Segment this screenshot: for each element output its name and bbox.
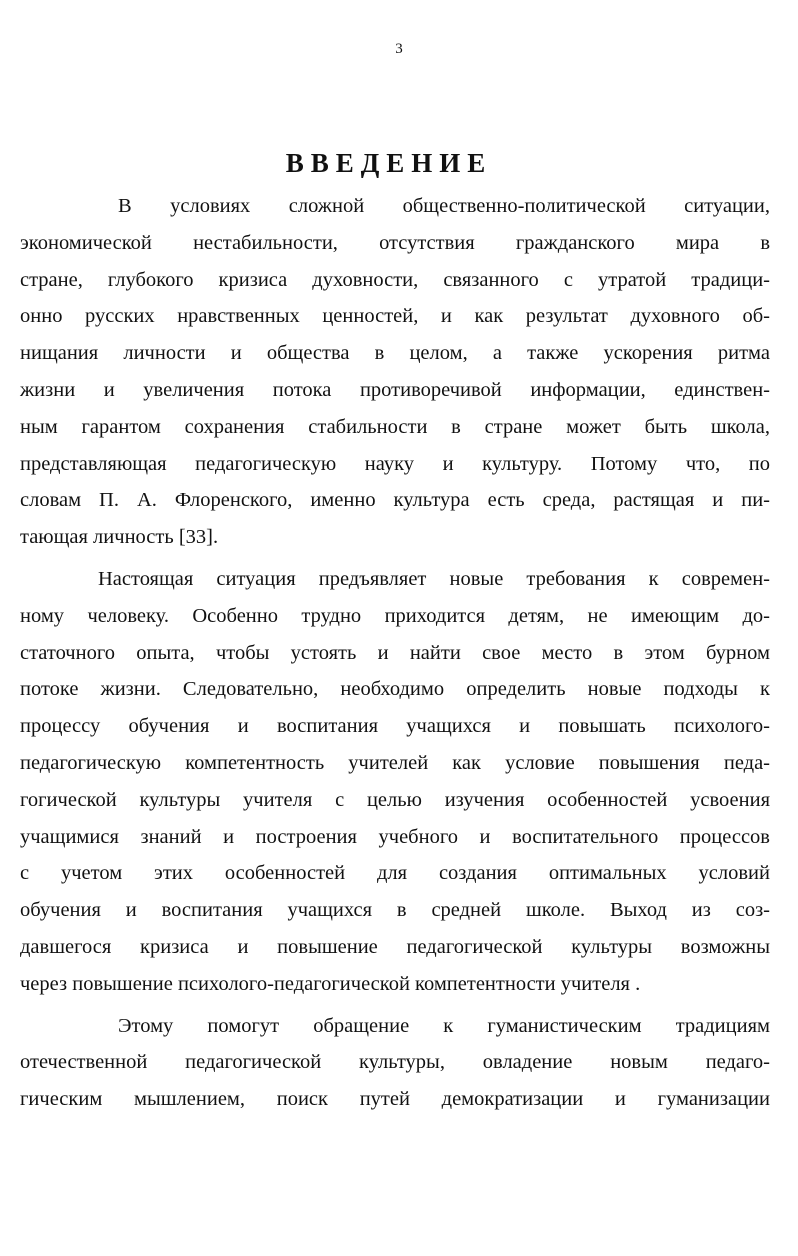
text-line: с учетом этих особенностей для создания оптимальных условий: [20, 862, 770, 885]
text-line: обучения и воспитания учащихся в средней школе. Выход из соз-: [20, 899, 770, 922]
text-line: словам П. А. Флоренского, именно культура есть среда, растящая и пи-: [20, 489, 770, 512]
text-line: давшегося кризиса и повышение педагогической культуры возможны: [20, 935, 770, 958]
text-line: тающая личность [33].: [20, 526, 219, 549]
text-line: учащимися знаний и построения учебного и воспитательного процессов: [20, 825, 770, 848]
body-text: [20, 188, 770, 1118]
text-line: гогической культуры учителя с целью изучения особенностей усвоения: [20, 788, 770, 811]
text-line: нищания личности и общества в целом, а также ускорения ритма: [20, 342, 770, 365]
text-line: через повышение психолого-педагогической компетентности учителя .: [20, 972, 641, 995]
text-line: Настоящая ситуация предъявляет новые требования к современ-: [98, 567, 770, 590]
text-line: потоке жизни. Следовательно, необходимо определить новые подходы к: [20, 678, 770, 701]
text-line: представляющая педагогическую науку и культуру. Потому что, по: [20, 452, 770, 475]
page-number: 3: [395, 41, 403, 57]
text-line: ному человеку. Особенно трудно приходится детям, не имеющим до-: [20, 604, 770, 627]
paragraph-2: [20, 561, 770, 1003]
text-line: статочного опыта, чтобы устоять и найти свое место в этом бурном: [20, 641, 770, 664]
text-line: экономической нестабильности, отсутствия гражданского мира в: [20, 231, 770, 254]
text-line: стране, глубокого кризиса духовности, связанного с утратой традици-: [20, 268, 770, 291]
text-line: онно русских нравственных ценностей, и как результат духовного об-: [20, 305, 770, 328]
text-line: В условиях сложной общественно-политической ситуации,: [118, 195, 770, 217]
paragraph-3: [20, 1008, 770, 1118]
text-line: педагогическую компетентность учителей как условие повышения педа-: [20, 751, 770, 774]
text-line: процессу обучения и воспитания учащихся и повышать психолого-: [20, 715, 770, 738]
paragraph-1: [20, 188, 770, 556]
text-line: ным гарантом сохранения стабильности в стране может быть школа,: [20, 415, 770, 438]
text-line: Этому помогут обращение к гуманистическим традициям: [118, 1014, 770, 1037]
text-line: жизни и увеличения потока противоречивой информации, единствен-: [20, 378, 770, 401]
text-line: гическим мышлением, поиск путей демократизации и гуманизации: [20, 1088, 770, 1111]
text-line: отечественной педагогической культуры, овладение новым педаго-: [20, 1051, 770, 1074]
page-heading: ВВЕДЕНИЕ: [285, 148, 493, 178]
